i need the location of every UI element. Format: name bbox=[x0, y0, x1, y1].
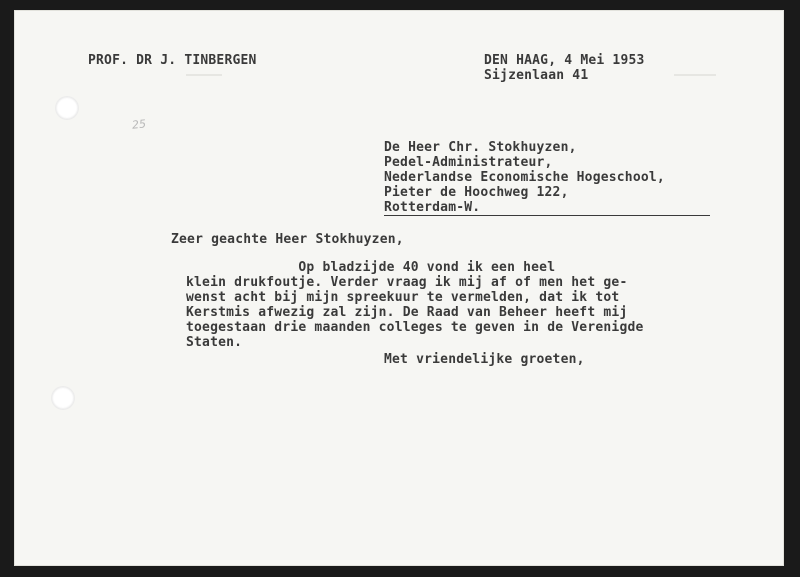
body-line-2: klein drukfoutje. Verder vraag ik mij af of men het ge- bbox=[186, 275, 628, 290]
pencil-note: 25 bbox=[131, 117, 147, 132]
recipient-line-1: De Heer Chr. Stokhuyzen, bbox=[384, 140, 577, 155]
body-line-4: Kerstmis afwezig zal zijn. De Raad van Beheer heeft mij bbox=[186, 305, 628, 320]
recipient-line-5: Rotterdam-W. bbox=[384, 200, 481, 215]
closing: Met vriendelijke groeten, bbox=[384, 352, 585, 367]
sender-name: PROF. DR J. TINBERGEN bbox=[88, 53, 257, 68]
body-line-6: Staten. bbox=[186, 335, 243, 350]
faint-show-through-mark bbox=[674, 74, 716, 76]
recipient-line-4: Pieter de Hoochweg 122, bbox=[384, 185, 569, 200]
faint-show-through-mark bbox=[186, 74, 222, 76]
sender-street: Sijzenlaan 41 bbox=[484, 68, 589, 83]
punch-hole-bottom bbox=[52, 387, 74, 409]
place-date: DEN HAAG, 4 Mei 1953 bbox=[484, 53, 645, 68]
salutation: Zeer geachte Heer Stokhuyzen, bbox=[171, 232, 404, 247]
body-line-5: toegestaan drie maanden colleges te geven in de Verenigde bbox=[186, 320, 644, 335]
recipient-line-2: Pedel-Administrateur, bbox=[384, 155, 553, 170]
letter-paper bbox=[14, 10, 784, 566]
body-line-1: Op bladzijde 40 vond ik een heel bbox=[186, 260, 556, 275]
recipient-line-3: Nederlandse Economische Hogeschool, bbox=[384, 170, 665, 185]
body-line-3: wenst acht bij mijn spreekuur te vermelden, dat ik tot bbox=[186, 290, 620, 305]
punch-hole-top bbox=[56, 97, 78, 119]
recipient-underline bbox=[384, 215, 710, 216]
